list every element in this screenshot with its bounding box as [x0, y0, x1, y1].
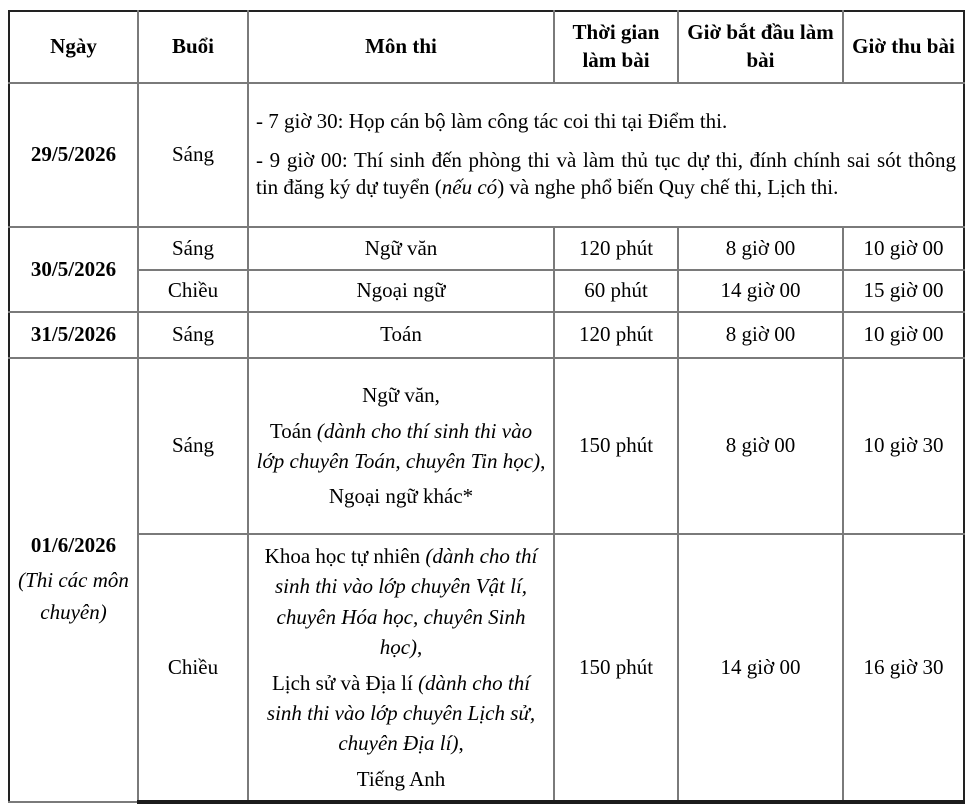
subject-note-italic: (dành cho thí sinh thi vào lớp chuyên Lịch sử, chuyên Địa lí)	[266, 670, 536, 756]
subject-note-italic: (dành cho thí sinh thi vào lớp chuyên Vật lí, chuyên Hóa học, chuyên Sinh học)	[274, 543, 538, 660]
subject-text: Toán	[269, 418, 317, 443]
subject-note-italic: (dành cho thí sinh thi vào lớp chuyên Toán, chuyên Tin học)	[256, 418, 541, 473]
note-line-2	[256, 147, 956, 202]
subjects-jun01-morning	[248, 358, 554, 534]
start-jun01-afternoon: 14 giờ 00	[678, 534, 843, 802]
subject-may31: Toán	[248, 312, 554, 358]
subject-text: Tiếng Anh	[356, 766, 446, 791]
note-line-2-lead: - 9 giờ 00: Thí sinh đến phòng thi và làm thủ tục dự thi, đính chính sai sót thông tin đăng ký dự tuyển (	[256, 147, 956, 200]
start-may30-afternoon: 14 giờ 00	[678, 270, 843, 312]
date-may29: 29/5/2026	[9, 83, 138, 227]
duration-jun01-afternoon: 150 phút	[554, 534, 678, 802]
subject-line	[256, 481, 546, 511]
exam-schedule-table	[8, 10, 965, 804]
note-line-2-tail: ) và nghe phổ biến Quy chế thi, Lịch thi.	[497, 175, 839, 200]
note-may29	[248, 83, 964, 227]
subjects-jun01-afternoon	[248, 534, 554, 802]
subject-text: Ngữ văn,	[362, 383, 440, 408]
collect-jun01-morning: 10 giờ 30	[843, 358, 964, 534]
header-subject: Môn thi	[248, 11, 554, 83]
row-may31	[9, 312, 964, 358]
duration-may30-morning: 120 phút	[554, 227, 678, 270]
row-jun01-morning	[9, 358, 964, 534]
subject-line	[256, 668, 546, 759]
session-may30-morning: Sáng	[138, 227, 248, 270]
session-jun01-afternoon: Chiều	[138, 534, 248, 802]
header-collect: Giờ thu bài	[843, 11, 964, 83]
start-may30-morning: 8 giờ 00	[678, 227, 843, 270]
row-may29	[9, 83, 964, 227]
date-jun01-value: 01/6/2026	[30, 532, 117, 557]
subject-text: Ngoại ngữ khác*	[328, 484, 474, 509]
subject-text: ,	[458, 731, 464, 756]
note-line-2-italic: nếu có	[441, 175, 498, 200]
header-date: Ngày	[9, 11, 138, 83]
row-may30-afternoon	[9, 270, 964, 312]
subject-text: ,	[540, 449, 546, 473]
start-may31: 8 giờ 00	[678, 312, 843, 358]
collect-may30-morning: 10 giờ 00	[843, 227, 964, 270]
duration-may31: 120 phút	[554, 312, 678, 358]
subject-text: Khoa học tự nhiên	[264, 543, 426, 568]
subject-line	[256, 541, 546, 663]
row-jun01-afternoon	[9, 534, 964, 802]
session-jun01-morning: Sáng	[138, 358, 248, 534]
subject-text: ,	[417, 635, 423, 660]
header-duration: Thời gian làm bài	[554, 11, 678, 83]
session-may29: Sáng	[138, 83, 248, 227]
header-start: Giờ bắt đầu làm bài	[678, 11, 843, 83]
duration-jun01-morning: 150 phút	[554, 358, 678, 534]
row-may30-morning	[9, 227, 964, 270]
subject-text: Lịch sử và Địa lí	[271, 670, 419, 695]
date-may30: 30/5/2026	[9, 227, 138, 312]
date-jun01-note: (Thi các môn chuyên)	[18, 568, 129, 624]
collect-jun01-afternoon: 16 giờ 30	[843, 534, 964, 802]
subject-line	[256, 764, 546, 794]
collect-may31: 10 giờ 00	[843, 312, 964, 358]
subject-may30-afternoon: Ngoại ngữ	[248, 270, 554, 312]
start-jun01-morning: 8 giờ 00	[678, 358, 843, 534]
duration-may30-afternoon: 60 phút	[554, 270, 678, 312]
session-may31: Sáng	[138, 312, 248, 358]
subject-line	[256, 380, 546, 410]
collect-may30-afternoon: 15 giờ 00	[843, 270, 964, 312]
date-may31: 31/5/2026	[9, 312, 138, 358]
header-row	[9, 11, 964, 83]
header-session: Buổi	[138, 11, 248, 83]
subject-may30-morning: Ngữ văn	[248, 227, 554, 270]
date-jun01	[9, 358, 138, 802]
subject-line	[256, 416, 546, 477]
session-may30-afternoon: Chiều	[138, 270, 248, 312]
note-line-1: - 7 giờ 30: Họp cán bộ làm công tác coi thi tại Điểm thi.	[256, 108, 728, 133]
